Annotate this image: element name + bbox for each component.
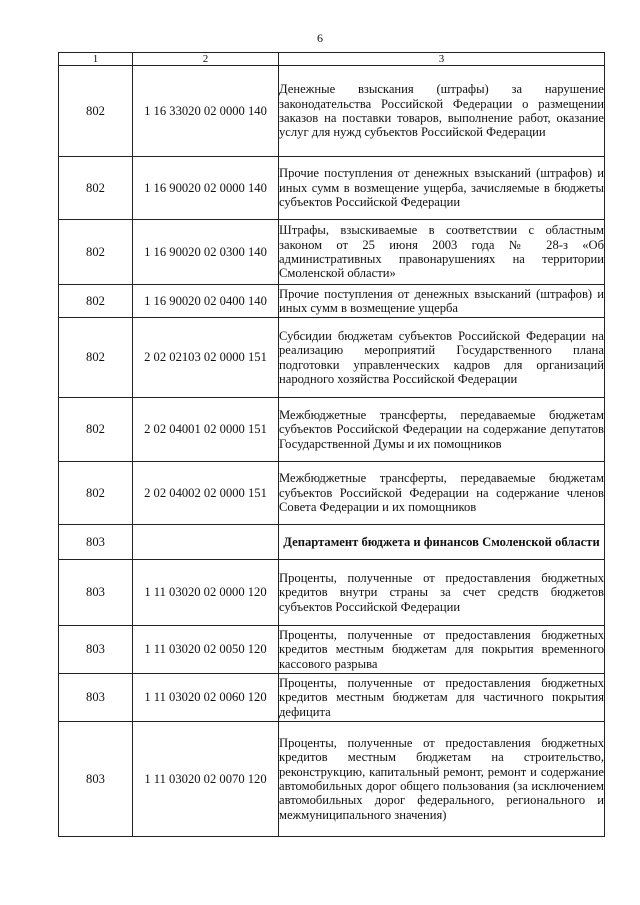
table-row: [59, 318, 605, 398]
page-number: 6: [317, 31, 323, 45]
admin-code-cell: 803: [59, 722, 133, 837]
table-row: [59, 626, 605, 674]
table-row: [59, 285, 605, 318]
revenue-name-cell: Проценты, полученные от предоставления бюджетных кредитов внутри страны за счет средств бюджетов субъектов Российской Федерации: [279, 560, 605, 626]
budget-code-cell: 2 02 04002 02 0000 151: [133, 462, 279, 525]
budget-code-cell: 1 16 33020 02 0000 140: [133, 66, 279, 157]
column-number-2: 2: [133, 53, 279, 66]
budget-code-cell: 1 16 90020 02 0400 140: [133, 285, 279, 318]
column-number-row: [59, 53, 605, 66]
admin-code-cell: 802: [59, 285, 133, 318]
section-header-row: [59, 525, 605, 560]
admin-code-cell: 803: [59, 560, 133, 626]
table-row: [59, 722, 605, 837]
table-row: [59, 674, 605, 722]
budget-code-cell: [133, 525, 279, 560]
table-row: [59, 398, 605, 462]
column-number-1: 1: [59, 53, 133, 66]
revenue-name-cell: Проценты, полученные от предоставления бюджетных кредитов местным бюджетам на строительство, реконструкцию, капитальный ремонт, ремонт и содержание автомобильных дорог общего пользования (за исключением автомобильных дорог федерального, регионального и межмуниципального значения): [279, 722, 605, 837]
table-row: [59, 462, 605, 525]
budget-code-cell: 1 16 90020 02 0300 140: [133, 220, 279, 285]
admin-code-cell: 803: [59, 525, 133, 560]
revenue-name-cell: Межбюджетные трансферты, передаваемые бюджетам субъектов Российской Федерации на содержание членов Совета Федерации и их помощников: [279, 462, 605, 525]
revenue-name-cell: Штрафы, взыскиваемые в соответствии с областным законом от 25 июня 2003 года № 28-з «Об административных правонарушениях на территории Смоленской области»: [279, 220, 605, 285]
revenue-codes-table: [58, 52, 605, 837]
revenue-name-cell: Межбюджетные трансферты, передаваемые бюджетам субъектов Российской Федерации на содержание депутатов Государственной Думы и их помощников: [279, 398, 605, 462]
admin-code-cell: 802: [59, 220, 133, 285]
revenue-name-cell: Проценты, полученные от предоставления бюджетных кредитов местным бюджетам для покрытия временного кассового разрыва: [279, 626, 605, 674]
table-row: [59, 157, 605, 220]
budget-code-cell: 1 11 03020 02 0000 120: [133, 560, 279, 626]
budget-code-cell: 1 11 03020 02 0060 120: [133, 674, 279, 722]
revenue-name-cell: Проценты, полученные от предоставления бюджетных кредитов местным бюджетам для частичного покрытия дефицита: [279, 674, 605, 722]
admin-code-cell: 803: [59, 626, 133, 674]
budget-code-cell: 2 02 02103 02 0000 151: [133, 318, 279, 398]
table-row: [59, 220, 605, 285]
admin-code-cell: 802: [59, 398, 133, 462]
admin-code-cell: 802: [59, 462, 133, 525]
revenue-name-cell: Субсидии бюджетам субъектов Российской Федерации на реализацию мероприятий Государственного плана подготовки управленческих кадров для организаций народного хозяйства Российской Федерации: [279, 318, 605, 398]
budget-code-cell: 1 11 03020 02 0070 120: [133, 722, 279, 837]
table-row: [59, 560, 605, 626]
revenue-name-cell: Прочие поступления от денежных взысканий (штрафов) и иных сумм в возмещение ущерба: [279, 285, 605, 318]
revenue-name-cell: Денежные взыскания (штрафы) за нарушение законодательства Российской Федерации о размещении заказов на поставки товаров, выполнение работ, оказание услуг для нужд субъектов Российской Федерации: [279, 66, 605, 157]
table-row: [59, 66, 605, 157]
department-heading: Департамент бюджета и финансов Смоленской области: [279, 525, 605, 560]
revenue-name-cell: Прочие поступления от денежных взысканий (штрафов) и иных сумм в возмещение ущерба, зачисляемые в бюджеты субъектов Российской Федерации: [279, 157, 605, 220]
budget-code-cell: 1 11 03020 02 0050 120: [133, 626, 279, 674]
budget-code-cell: 2 02 04001 02 0000 151: [133, 398, 279, 462]
admin-code-cell: 802: [59, 318, 133, 398]
admin-code-cell: 802: [59, 157, 133, 220]
admin-code-cell: 803: [59, 674, 133, 722]
column-number-3: 3: [279, 53, 605, 66]
budget-code-cell: 1 16 90020 02 0000 140: [133, 157, 279, 220]
admin-code-cell: 802: [59, 66, 133, 157]
